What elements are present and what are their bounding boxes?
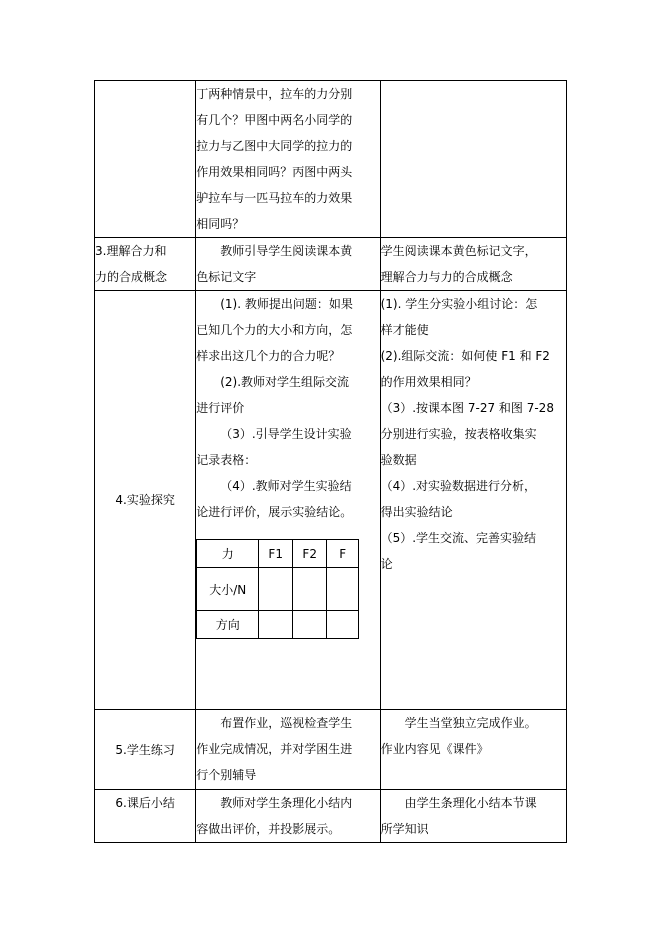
table-row [95, 790, 567, 843]
record-row-label: 大小/N [197, 568, 259, 611]
text-line: 有几个？甲图中两名小同学的 [196, 113, 353, 127]
stage-cell [95, 81, 196, 238]
record-row-label: 方向 [197, 611, 259, 639]
text-line: 记录表格： [196, 453, 257, 467]
record-header-cell: 力 [197, 540, 259, 568]
text-line: 已知几个力的大小和方向，怎 [196, 323, 353, 337]
record-cell [327, 568, 359, 611]
stage-cell [95, 710, 196, 790]
text-line: （3）.按课本图 7-27 和图 7-28 [380, 401, 554, 415]
record-cell [293, 568, 327, 611]
text-line: (1). 学生分实验小组讨论：怎 [380, 297, 538, 311]
text-line: 论 [380, 557, 393, 571]
table-row [95, 81, 567, 238]
table-row [95, 238, 567, 291]
stage-label: 4.实验探究 [115, 493, 175, 507]
text-line: (1). 教师提出问题：如果 [220, 297, 353, 311]
stage-label: 3.理解合力和 [95, 244, 167, 258]
record-table-row [197, 611, 359, 639]
table-row [95, 291, 567, 710]
text-line: 教师对学生条理化小结内 [220, 796, 353, 810]
text-line: （4）.教师对学生实验结 [220, 479, 352, 493]
record-cell [259, 568, 293, 611]
student-activity-cell [380, 790, 566, 843]
record-header-cell: F2 [293, 540, 327, 568]
student-activity-cell [380, 81, 566, 238]
text-line: 进行评价 [196, 401, 245, 415]
stage-cell [95, 238, 196, 291]
record-cell [293, 611, 327, 639]
stage-label: 5.学生练习 [115, 742, 175, 757]
text-line: 学生阅读课本黄色标记文字， [380, 244, 537, 258]
teacher-activity-cell [196, 710, 380, 790]
lesson-table [94, 80, 567, 843]
text-line: 论进行评价，展示实验结论。 [196, 505, 353, 519]
text-line: 所学知识 [380, 822, 429, 836]
record-cell [259, 611, 293, 639]
text-line: 丁两种情景中，拉车的力分别 [196, 87, 353, 101]
record-table-row [197, 568, 359, 611]
text-line: 教师引导学生阅读课本黄 [220, 244, 353, 258]
text-line: 样求出这几个力的合力呢？ [196, 349, 341, 363]
text-line: 学生当堂独立完成作业。 [404, 716, 537, 730]
teacher-activity-cell [196, 81, 380, 238]
stage-cell [95, 790, 196, 843]
text-line: （5）.学生交流、完善实验结 [380, 531, 537, 545]
teacher-activity-cell [196, 790, 380, 843]
text-line: （3）.引导学生设计实验 [220, 427, 352, 441]
text-line: (2).教师对学生组际交流 [220, 375, 350, 389]
record-table [196, 539, 359, 639]
teacher-activity-cell [196, 291, 380, 710]
text-line: 验数据 [380, 453, 417, 467]
record-cell [327, 611, 359, 639]
text-line: 得出实验结论 [380, 505, 453, 519]
text-line: 拉力与乙图中大同学的拉力的 [196, 139, 353, 153]
text-line: 理解合力与力的合成概念 [380, 270, 513, 284]
text-line: 作用效果相同吗？丙图中两头 [196, 165, 353, 179]
teacher-activity-cell [196, 238, 380, 291]
text-line: 色标记文字 [196, 270, 257, 284]
text-line: 分别进行实验，按表格收集实 [380, 427, 537, 441]
text-line: 布置作业，巡视检查学生 [220, 716, 353, 730]
stage-cell [95, 291, 196, 710]
text-line: 驴拉车与一匹马拉车的力效果 [196, 191, 353, 205]
stage-label: 6.课后小结 [115, 796, 175, 810]
text-line: 的作用效果相同？ [380, 375, 477, 389]
text-line: 容做出评价，并投影展示。 [196, 822, 341, 836]
stage-label: 力的合成概念 [95, 270, 168, 284]
text-line: 作业内容见《课件》 [380, 742, 489, 756]
text-line: 样才能使 [380, 323, 429, 337]
text-line: (2).组际交流：如何使 F1 和 F2 [380, 349, 550, 363]
text-line: 相同吗？ [196, 217, 245, 231]
text-line: 作业完成情况，并对学困生进 [196, 742, 353, 756]
table-row [95, 710, 567, 790]
record-header-cell: F [327, 540, 359, 568]
text-line: 由学生条理化小结本节课 [404, 796, 537, 810]
text-line: （4）.对实验数据进行分析， [380, 479, 537, 493]
student-activity-cell [380, 291, 566, 710]
student-activity-cell [380, 710, 566, 790]
record-header-cell: F1 [259, 540, 293, 568]
text-line: 行个别辅导 [196, 768, 257, 782]
record-table-header [197, 540, 359, 568]
student-activity-cell [380, 238, 566, 291]
